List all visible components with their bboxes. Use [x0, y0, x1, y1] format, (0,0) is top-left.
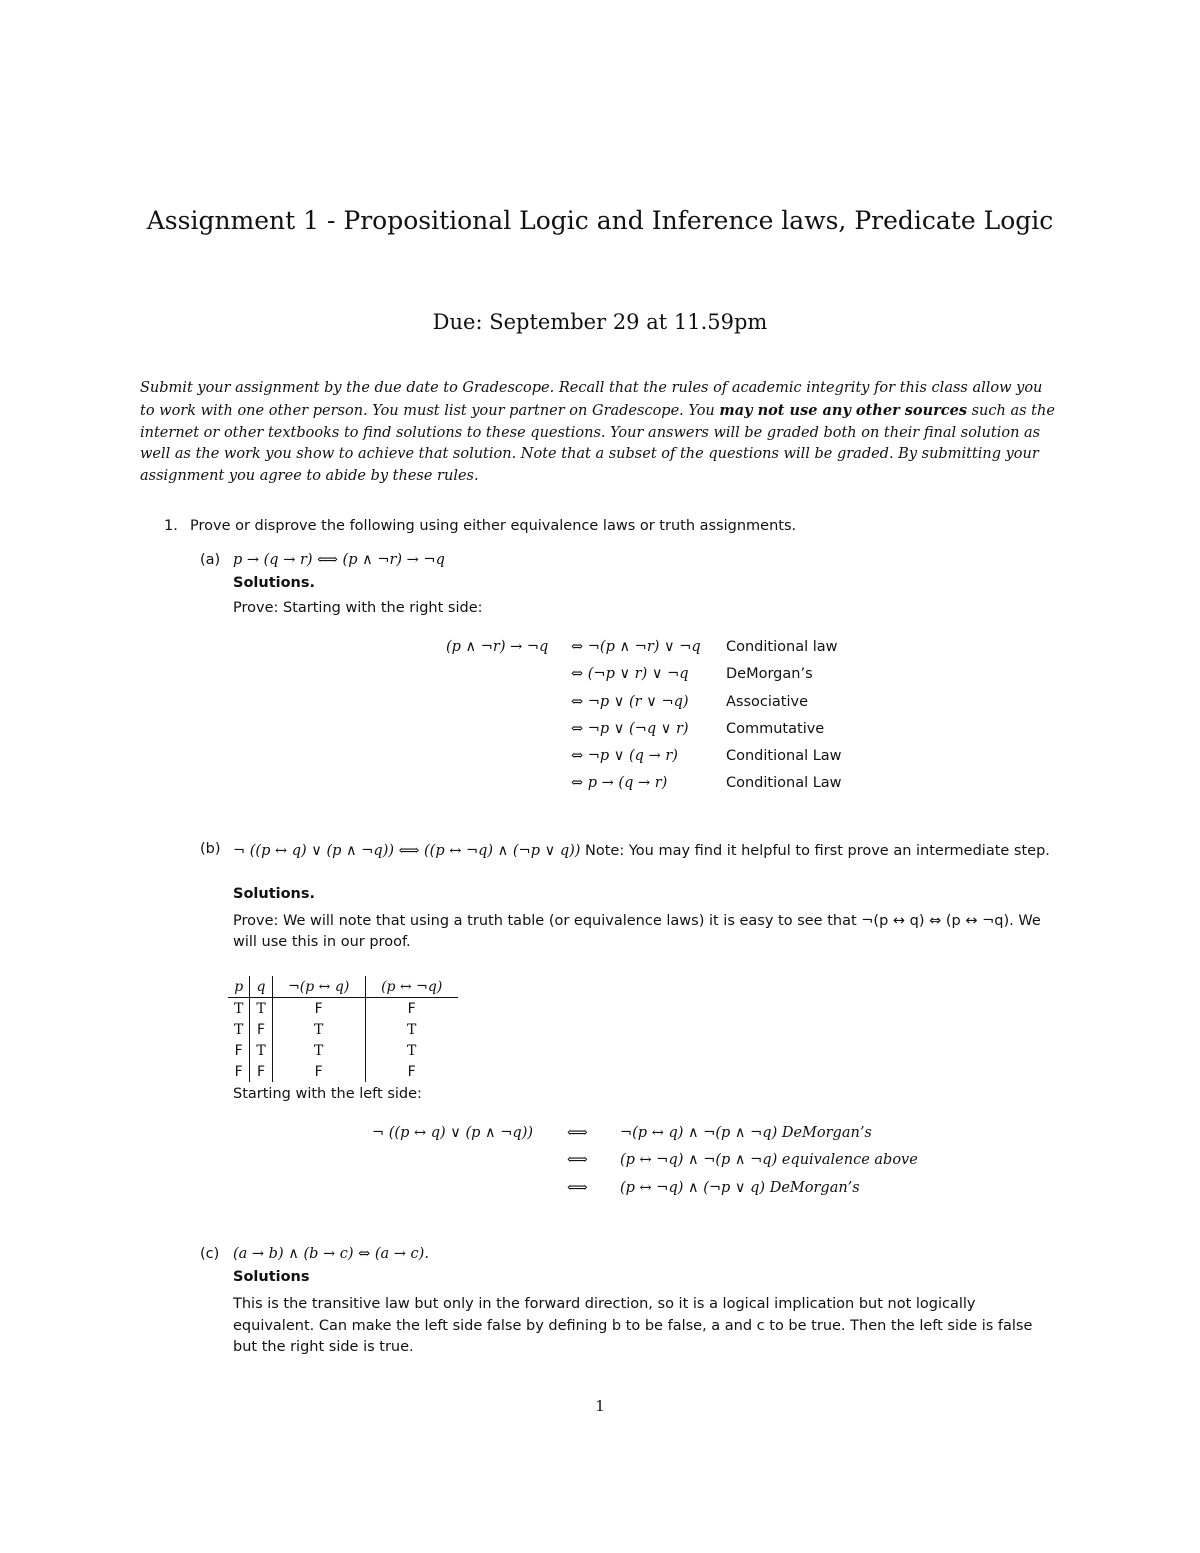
qa-deriv-law: Conditional Law — [726, 775, 842, 792]
tt-cell: F — [228, 1061, 250, 1082]
page-title: Assignment 1 - Propositional Logic and Inference laws, Predicate Logic — [146, 206, 1054, 235]
qb-prove: Prove: We will note that using a truth table (or equivalence laws) it is easy to see that ¬(p ↔ q) ⇔ (p ↔ ¬q). We will use this in our proof. — [233, 913, 1041, 950]
qa-prove: Prove: Starting with the right side: — [233, 600, 483, 616]
qb-statement: ¬ ((p ↔ q) ∨ (p ∧ ¬q)) ⟺ ((p ↔ ¬q) ∧ (¬p ∨ q)) — [233, 843, 581, 859]
qa-deriv-law: DeMorgan’s — [726, 666, 813, 683]
qa-deriv-row — [446, 743, 842, 770]
qa-deriv-row — [446, 770, 842, 797]
qa-deriv-row — [446, 634, 842, 661]
qa-statement: p → (q → r) ⟺ (p ∧ ¬r) → ¬q — [233, 552, 445, 568]
qb-deriv-rhs: (p ↔ ¬q) ∧ (¬p ∨ q) DeMorgan’s — [620, 1179, 860, 1196]
tt-cell: F — [228, 1040, 250, 1061]
due-date: Due: September 29 at 11.59pm — [432, 310, 768, 334]
qc-label: (c) — [200, 1246, 220, 1262]
qb-note: Note: You may find it helpful to first prove an intermediate step. — [580, 843, 1050, 859]
tt-cell: F — [407, 1000, 416, 1017]
tt-cell: F — [250, 1019, 272, 1040]
truth-table — [228, 976, 458, 1082]
qc-text: This is the transitive law but only in the forward direction, so it is a logical implication but not logically equivalent. Can make the left side false by defining b to be false, a and c to be true. Then the left side is false but the right side is true. — [233, 1296, 1033, 1355]
q1-number: 1. — [164, 518, 178, 534]
tt-cell: T — [272, 1019, 365, 1040]
tt-cell: T — [407, 1021, 417, 1038]
qa-deriv-lhs: (p ∧ ¬r) → ¬q — [446, 639, 549, 655]
qa-deriv-rhs: ⇔ ¬p ∨ (¬q ∨ r) — [571, 720, 689, 737]
tt-header-p: p — [228, 976, 250, 998]
tt-header-biconditional-negq: (p ↔ ¬q) — [365, 976, 458, 998]
tt-cell: F — [272, 1061, 365, 1082]
qb-deriv-op: ⟺ — [567, 1125, 588, 1141]
intro-paragraph — [140, 378, 1060, 488]
q1-text: Prove or disprove the following using either equivalence laws or truth assignments. — [190, 518, 797, 534]
qb-deriv-row — [372, 1175, 918, 1202]
qc-solutions: Solutions — [233, 1269, 310, 1285]
qa-solutions: Solutions. — [233, 575, 316, 591]
intro-text-1: Submit your assignment by the due date to Gradescope. Recall that the rules of academic integrity for this class allow you to work with one other person. You must list your partner on Gradescope. You — [140, 380, 1043, 419]
tt-cell: T — [407, 1042, 417, 1059]
qb-deriv-rhs: ¬(p ↔ q) ∧ ¬(p ∧ ¬q) DeMorgan’s — [620, 1125, 872, 1141]
qc-statement: (a → b) ∧ (b → c) ⇔ (a → c). — [233, 1246, 429, 1262]
intro-bold: may not use any other sources — [719, 401, 967, 419]
qa-deriv-row — [446, 716, 842, 743]
qa-deriv-rhs: ⇔ p → (q → r) — [571, 775, 668, 792]
qa-deriv-law: Conditional law — [726, 639, 838, 655]
qa-deriv-law: Commutative — [726, 720, 825, 737]
tt-cell: T — [228, 998, 250, 1020]
table-row — [228, 1019, 458, 1040]
page-number: 1 — [595, 1397, 605, 1415]
qb-starting: Starting with the left side: — [233, 1086, 422, 1102]
tt-cell: T — [272, 1040, 365, 1061]
qa-deriv-row — [446, 661, 842, 688]
qb-deriv-lhs: ¬ ((p ↔ q) ∨ (p ∧ ¬q)) — [372, 1125, 534, 1141]
qb-label: (b) — [200, 841, 221, 857]
qa-deriv-law: Conditional Law — [726, 748, 842, 765]
tt-cell: T — [250, 998, 272, 1020]
tt-cell: F — [407, 1063, 416, 1080]
tt-header-q: q — [250, 976, 272, 998]
qb-deriv-op: ⟺ — [567, 1152, 588, 1169]
tt-header-not-biconditional: ¬(p ↔ q) — [272, 976, 365, 998]
table-row — [228, 998, 458, 1020]
qb-statement-block — [233, 841, 1060, 862]
table-row — [228, 1061, 458, 1082]
qa-deriv-rhs: ⇔ ¬p ∨ (q → r) — [571, 748, 678, 765]
qa-deriv-law: Associative — [726, 693, 809, 710]
qb-deriv-row — [372, 1147, 918, 1174]
qb-deriv-row — [372, 1120, 918, 1147]
qa-deriv-rhs: ⇔ ¬p ∨ (r ∨ ¬q) — [571, 693, 689, 710]
qb-deriv-rhs: (p ↔ ¬q) ∧ ¬(p ∧ ¬q) equivalence above — [620, 1152, 918, 1169]
qb-deriv-op: ⟺ — [567, 1179, 588, 1196]
tt-cell: F — [250, 1061, 272, 1082]
qb-solutions: Solutions. — [233, 886, 316, 902]
tt-cell: T — [250, 1040, 272, 1061]
tt-cell: F — [272, 998, 365, 1020]
qa-derivation — [446, 634, 842, 798]
qa-label: (a) — [200, 552, 221, 568]
qb-derivation — [372, 1120, 918, 1202]
qa-deriv-rhs: ⇔ (¬p ∨ r) ∨ ¬q — [571, 666, 689, 683]
intro-text-2: such as the internet or other textbooks to find solutions to these questions. Your answers will be graded both on their final solution as well as the work you show to achieve that solution. Note that a subset of the questions will be graded. By submitting your assignment you agree to abide by these rules. — [140, 402, 1055, 485]
qa-deriv-row — [446, 689, 842, 716]
tt-cell: T — [228, 1019, 250, 1040]
qa-deriv-rhs: ⇔ ¬(p ∧ ¬r) ∨ ¬q — [571, 639, 701, 655]
table-row — [228, 1040, 458, 1061]
